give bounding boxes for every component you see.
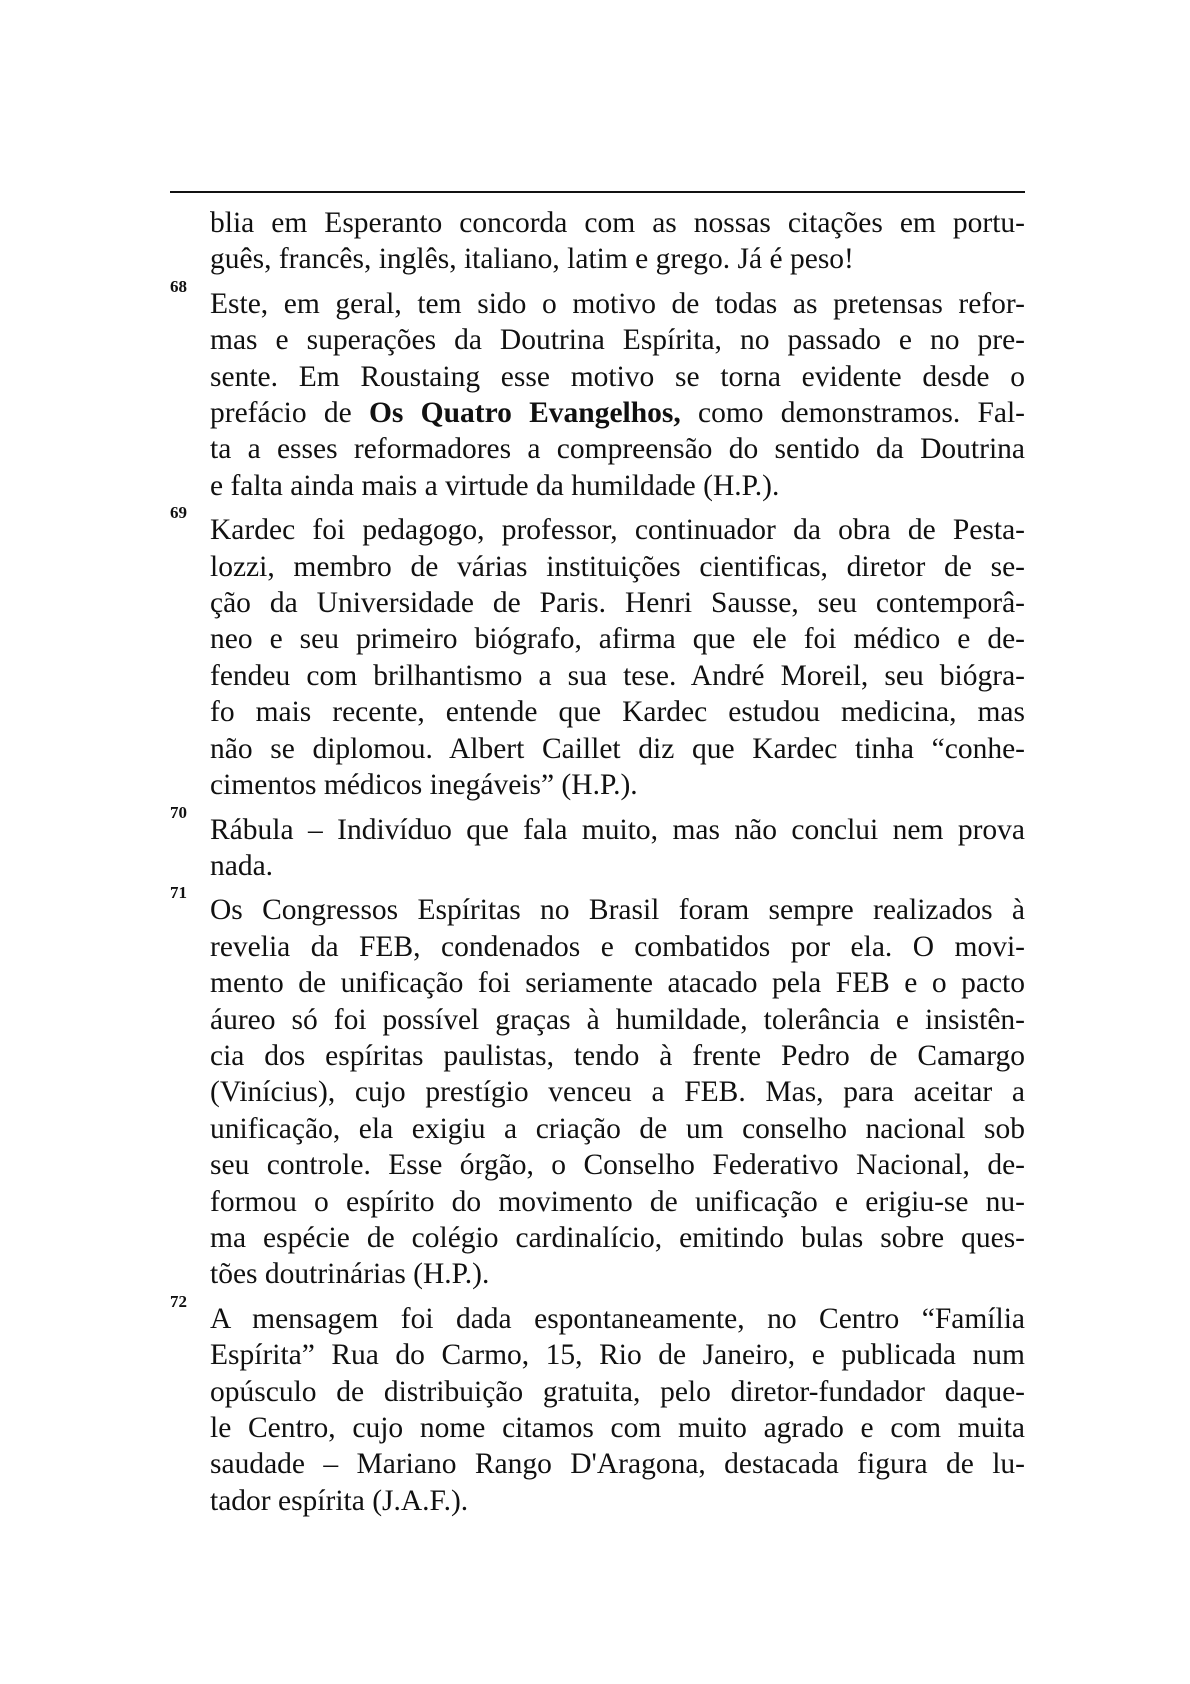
footnote-line: unificação, ela exigiu a criação de um conselho nacional sob [210, 1112, 1025, 1145]
footnote-separator-rule [170, 191, 1025, 193]
footnote-line: Espírita” Rua do Carmo, 15, Rio de Janeiro, e publicada num [210, 1339, 1025, 1372]
footnote-line: formou o espírito do movimento de unificação e erigiu-se nu- [210, 1185, 1025, 1218]
footnote-line: cia dos espíritas paulistas, tendo à frente Pedro de Camargo [210, 1039, 1025, 1072]
footnote-line: não se diplomou. Albert Caillet diz que Kardec tinha “conhe- [210, 732, 1025, 765]
footnote-number: 72 [170, 1291, 187, 1311]
footnote-line: guês, francês, inglês, italiano, latim e grego. Já é peso! [210, 243, 854, 276]
footnote-line: blia em Esperanto concorda com as nossas citações em portu- [210, 207, 1025, 239]
footnote-line: Rábula – Indivíduo que fala muito, mas não conclui nem prova [210, 813, 1025, 846]
footnote-line: (Vinícius), cujo prestígio venceu a FEB. Mas, para aceitar a [210, 1076, 1025, 1109]
footnote-line: Os Congressos Espíritas no Brasil foram sempre realizados à [210, 894, 1025, 927]
footnote-line: A mensagem foi dada espontaneamente, no Centro “Família [210, 1302, 1025, 1335]
footnote-number: 70 [170, 802, 187, 822]
footnote-line: saudade – Mariano Rango D'Aragona, destacada figura de lu- [210, 1448, 1025, 1481]
text-run: prefácio de [210, 397, 369, 430]
text-run: como demonstramos. Fal- [680, 397, 1025, 430]
footnote-line: revelia da FEB, condenados e combatidos por ela. O movi- [210, 930, 1025, 963]
footnote-69 [170, 503, 1025, 803]
footnote-70 [170, 802, 1025, 885]
footnote-continuation [170, 205, 1025, 278]
footnote-line: fo mais recente, entende que Kardec estudou medicina, mas [210, 696, 1025, 729]
footnote-line: opúsculo de distribuição gratuita, pelo diretor-fundador daque- [210, 1375, 1025, 1408]
footnote-line: neo e seu primeiro biógrafo, afirma que ele foi médico e de- [210, 623, 1025, 656]
footnote-line: áureo só foi possível graças à humildade, tolerância e insistên- [210, 1003, 1025, 1036]
footnote-line [210, 395, 1025, 431]
footnote-line: tador espírita (J.A.F.). [210, 1484, 469, 1517]
footnote-72 [170, 1291, 1025, 1519]
footnote-number: 69 [170, 503, 187, 523]
footnote-line: Este, em geral, tem sido o motivo de todas as pretensas refor- [210, 287, 1025, 320]
footnote-71 [170, 883, 1025, 1292]
footnote-line: fendeu com brilhantismo a sua tese. André Moreil, seu biógra- [210, 659, 1025, 692]
footnote-number: 71 [170, 883, 187, 903]
footnote-line: ta a esses reformadores a compreensão do sentido da Doutrina [210, 433, 1025, 466]
footnote-line: cimentos médicos inegáveis” (H.P.). [210, 769, 638, 802]
footnote-line: sente. Em Roustaing esse motivo se torna evidente desde o [210, 360, 1025, 393]
footnote-line: lozzi, membro de várias instituições cientificas, diretor de se- [210, 550, 1025, 583]
footnote-line: le Centro, cujo nome citamos com muito agrado e com muita [210, 1412, 1025, 1444]
footnote-68 [170, 276, 1025, 504]
book-title: Os Quatro Evangelhos, [368, 397, 681, 430]
footnote-line: ma espécie de colégio cardinalício, emitindo bulas sobre ques- [210, 1221, 1025, 1254]
footnote-line: nada. [210, 849, 274, 882]
footnote-line: tões doutrinárias (H.P.). [210, 1258, 490, 1291]
footnote-line: seu controle. Esse órgão, o Conselho Federativo Nacional, de- [210, 1149, 1025, 1182]
footnote-line: mas e superações da Doutrina Espírita, no passado e no pre- [210, 324, 1025, 357]
footnotes-block [170, 205, 1025, 1527]
footnote-line: ção da Universidade de Paris. Henri Sausse, seu contemporâ- [210, 587, 1025, 620]
footnote-number: 68 [170, 276, 187, 296]
footnote-line: Kardec foi pedagogo, professor, continuador da obra de Pesta- [210, 514, 1025, 547]
footnote-line: e falta ainda mais a virtude da humildade (H.P.). [210, 469, 780, 502]
footnote-line: mento de unificação foi seriamente atacado pela FEB e o pacto [210, 967, 1025, 1000]
